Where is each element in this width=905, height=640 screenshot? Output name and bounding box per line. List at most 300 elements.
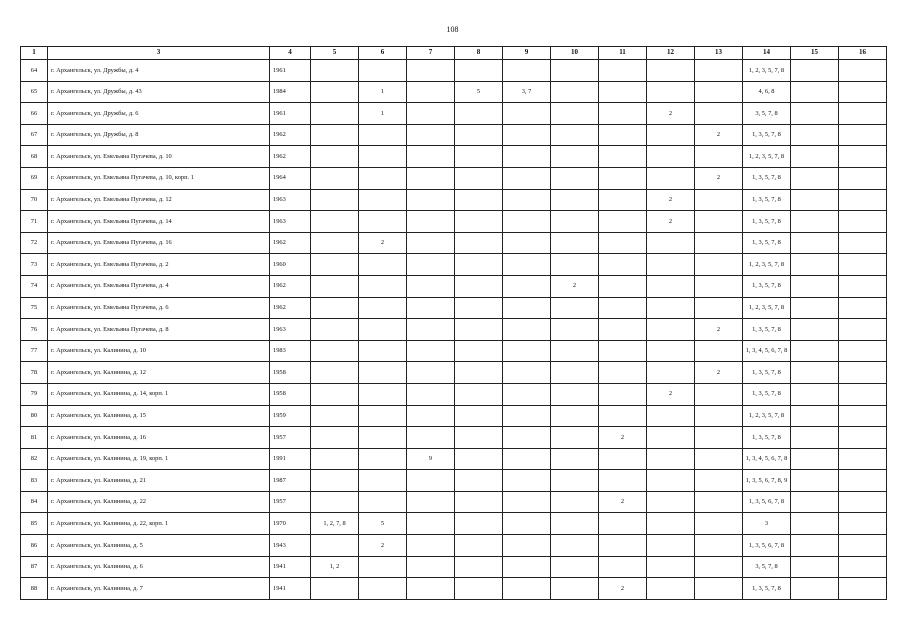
- address-cell: г. Архангельск, ул. Калинина, д. 19, корп. 1: [48, 448, 270, 470]
- table-cell: [647, 405, 695, 427]
- table-cell: [551, 491, 599, 513]
- table-cell: [503, 211, 551, 233]
- table-cell: [407, 189, 455, 211]
- table-cell: [407, 254, 455, 276]
- table-cell: [311, 297, 359, 319]
- row-number-cell: 78: [21, 362, 48, 384]
- table-cell: [647, 319, 695, 341]
- table-cell: [455, 470, 503, 492]
- table-cell: [311, 275, 359, 297]
- table-row: [21, 146, 887, 168]
- year-cell: 1941: [270, 578, 311, 600]
- table-cell: [791, 513, 839, 535]
- table-cell: [311, 232, 359, 254]
- table-cell: [359, 578, 407, 600]
- row-number-cell: 73: [21, 254, 48, 276]
- row-number-cell: 81: [21, 427, 48, 449]
- table-cell: 1, 3, 5, 6, 7, 8: [743, 491, 791, 513]
- table-cell: [791, 448, 839, 470]
- table-cell: [455, 146, 503, 168]
- table-cell: 1, 3, 5, 7, 8: [743, 427, 791, 449]
- table-cell: [839, 81, 887, 103]
- table-cell: [407, 297, 455, 319]
- table-cell: [791, 254, 839, 276]
- row-number-cell: 67: [21, 124, 48, 146]
- table-cell: [695, 513, 743, 535]
- table-cell: [503, 383, 551, 405]
- table-cell: [359, 319, 407, 341]
- table-cell: [311, 405, 359, 427]
- table-cell: [503, 189, 551, 211]
- year-cell: 1964: [270, 167, 311, 189]
- table-cell: [791, 167, 839, 189]
- table-cell: [311, 470, 359, 492]
- row-number-cell: 83: [21, 470, 48, 492]
- table-cell: [311, 167, 359, 189]
- table-cell: [551, 383, 599, 405]
- address-cell: г. Архангельск, ул. Калинина, д. 22, корп. 1: [48, 513, 270, 535]
- table-cell: [695, 60, 743, 82]
- table-cell: 3: [743, 513, 791, 535]
- year-cell: 1961: [270, 103, 311, 125]
- table-cell: [407, 60, 455, 82]
- row-number-cell: 74: [21, 275, 48, 297]
- table-cell: [503, 60, 551, 82]
- table-cell: 3, 5, 7, 8: [743, 556, 791, 578]
- table-cell: [359, 297, 407, 319]
- table-cell: [503, 340, 551, 362]
- table-cell: 4, 6, 8: [743, 81, 791, 103]
- table-cell: [311, 448, 359, 470]
- table-cell: [599, 297, 647, 319]
- table-cell: [791, 60, 839, 82]
- table-cell: [311, 146, 359, 168]
- column-header: 16: [839, 47, 887, 60]
- table-cell: [839, 448, 887, 470]
- table-cell: 1, 3, 5, 7, 8: [743, 189, 791, 211]
- table-cell: [407, 167, 455, 189]
- table-cell: [647, 124, 695, 146]
- table-cell: [839, 427, 887, 449]
- table-cell: [647, 535, 695, 557]
- row-number-cell: 65: [21, 81, 48, 103]
- table-cell: [503, 578, 551, 600]
- table-cell: [791, 146, 839, 168]
- address-cell: г. Архангельск, ул. Емельяна Пугачева, д. 16: [48, 232, 270, 254]
- column-header: 11: [599, 47, 647, 60]
- table-cell: [551, 362, 599, 384]
- table-row: [21, 448, 887, 470]
- table-row: [21, 427, 887, 449]
- row-number-cell: 66: [21, 103, 48, 125]
- table-cell: 1, 3, 5, 7, 8: [743, 362, 791, 384]
- table-cell: 1, 3, 4, 5, 6, 7, 8: [743, 448, 791, 470]
- year-cell: 1957: [270, 427, 311, 449]
- table-cell: [551, 448, 599, 470]
- table-cell: [311, 103, 359, 125]
- address-cell: г. Архангельск, ул. Дружбы, д. 6: [48, 103, 270, 125]
- table-cell: [791, 124, 839, 146]
- table-cell: [503, 275, 551, 297]
- address-cell: г. Архангельск, ул. Калинина, д. 22: [48, 491, 270, 513]
- year-cell: 1957: [270, 491, 311, 513]
- table-cell: [311, 340, 359, 362]
- table-cell: [695, 556, 743, 578]
- table-cell: 1, 3, 5, 6, 7, 8, 9: [743, 470, 791, 492]
- table-row: [21, 340, 887, 362]
- table-cell: [791, 189, 839, 211]
- table-cell: [503, 232, 551, 254]
- table-cell: 2: [647, 211, 695, 233]
- row-number-cell: 85: [21, 513, 48, 535]
- table-cell: [647, 167, 695, 189]
- table-cell: [503, 103, 551, 125]
- table-cell: 1, 3, 5, 7, 8: [743, 319, 791, 341]
- table-cell: [599, 60, 647, 82]
- table-cell: 1, 3, 5, 7, 8: [743, 383, 791, 405]
- table-cell: [359, 211, 407, 233]
- table-cell: [359, 362, 407, 384]
- table-cell: [839, 470, 887, 492]
- table-cell: [455, 103, 503, 125]
- row-number-cell: 75: [21, 297, 48, 319]
- table-cell: [455, 189, 503, 211]
- table-cell: [359, 383, 407, 405]
- year-cell: 1959: [270, 405, 311, 427]
- table-cell: [455, 383, 503, 405]
- table-cell: [407, 362, 455, 384]
- table-cell: [599, 383, 647, 405]
- table-cell: [407, 103, 455, 125]
- year-cell: 1963: [270, 189, 311, 211]
- table-row: [21, 405, 887, 427]
- table-row: [21, 319, 887, 341]
- table-cell: [551, 60, 599, 82]
- table-cell: [311, 319, 359, 341]
- table-cell: [791, 491, 839, 513]
- table-cell: [503, 405, 551, 427]
- table-cell: [695, 427, 743, 449]
- table-cell: 3, 5, 7, 8: [743, 103, 791, 125]
- table-cell: [503, 470, 551, 492]
- table-cell: [311, 427, 359, 449]
- column-header: 4: [270, 47, 311, 60]
- table-cell: 2: [647, 189, 695, 211]
- table-cell: [839, 578, 887, 600]
- table-cell: [311, 60, 359, 82]
- table-cell: 3, 7: [503, 81, 551, 103]
- table-cell: [455, 427, 503, 449]
- table-cell: [599, 167, 647, 189]
- row-number-cell: 86: [21, 535, 48, 557]
- table-cell: [791, 340, 839, 362]
- table-cell: [839, 535, 887, 557]
- table-cell: [791, 383, 839, 405]
- year-cell: 1963: [270, 319, 311, 341]
- table-cell: [695, 448, 743, 470]
- table-cell: 1: [359, 81, 407, 103]
- column-header: 8: [455, 47, 503, 60]
- address-cell: г. Архангельск, ул. Калинина, д. 15: [48, 405, 270, 427]
- table-cell: [455, 513, 503, 535]
- table-cell: [647, 578, 695, 600]
- address-cell: г. Архангельск, ул. Калинина, д. 7: [48, 578, 270, 600]
- table-cell: [791, 232, 839, 254]
- table-cell: [599, 146, 647, 168]
- table-cell: [359, 491, 407, 513]
- year-cell: 1958: [270, 383, 311, 405]
- table-cell: [599, 405, 647, 427]
- address-cell: г. Архангельск, ул. Емельяна Пугачева, д. 14: [48, 211, 270, 233]
- table-cell: 1, 2, 3, 5, 7, 8: [743, 254, 791, 276]
- table-cell: [839, 297, 887, 319]
- table-cell: [311, 189, 359, 211]
- table-cell: [503, 362, 551, 384]
- table-cell: [503, 491, 551, 513]
- address-cell: г. Архангельск, ул. Калинина, д. 6: [48, 556, 270, 578]
- table-row: [21, 578, 887, 600]
- address-cell: г. Архангельск, ул. Калинина, д. 14, корп. 1: [48, 383, 270, 405]
- table-cell: [791, 81, 839, 103]
- table-cell: [599, 535, 647, 557]
- row-number-cell: 82: [21, 448, 48, 470]
- table-cell: [359, 124, 407, 146]
- table-cell: [407, 491, 455, 513]
- table-cell: [599, 275, 647, 297]
- table-row: [21, 513, 887, 535]
- table-cell: [359, 340, 407, 362]
- table-cell: [407, 275, 455, 297]
- column-header: 15: [791, 47, 839, 60]
- column-header: 13: [695, 47, 743, 60]
- table-cell: [551, 297, 599, 319]
- table-cell: [791, 103, 839, 125]
- table-cell: [599, 340, 647, 362]
- table-cell: [647, 254, 695, 276]
- table-cell: [839, 275, 887, 297]
- table-cell: 2: [695, 167, 743, 189]
- table-cell: [455, 362, 503, 384]
- table-cell: [455, 254, 503, 276]
- table-cell: [407, 124, 455, 146]
- table-cell: [455, 405, 503, 427]
- table-body: [21, 60, 887, 600]
- row-number-cell: 76: [21, 319, 48, 341]
- year-cell: 1970: [270, 513, 311, 535]
- table-cell: [695, 103, 743, 125]
- address-cell: г. Архангельск, ул. Емельяна Пугачева, д. 10, корп. 1: [48, 167, 270, 189]
- table-cell: [311, 578, 359, 600]
- address-cell: г. Архангельск, ул. Калинина, д. 16: [48, 427, 270, 449]
- column-header: 14: [743, 47, 791, 60]
- year-cell: 1958: [270, 362, 311, 384]
- table-cell: [407, 383, 455, 405]
- table-cell: [695, 535, 743, 557]
- table-cell: [647, 470, 695, 492]
- table-cell: [647, 362, 695, 384]
- table-cell: 1, 3, 5, 7, 8: [743, 578, 791, 600]
- address-cell: г. Архангельск, ул. Калинина, д. 5: [48, 535, 270, 557]
- address-cell: г. Архангельск, ул. Емельяна Пугачева, д. 10: [48, 146, 270, 168]
- table-cell: [791, 297, 839, 319]
- table-cell: [647, 513, 695, 535]
- table-row: [21, 211, 887, 233]
- year-cell: 1962: [270, 297, 311, 319]
- table-cell: [647, 146, 695, 168]
- column-header: 7: [407, 47, 455, 60]
- table-cell: [647, 340, 695, 362]
- year-cell: 1962: [270, 124, 311, 146]
- table-cell: 9: [407, 448, 455, 470]
- table-cell: [503, 535, 551, 557]
- table-cell: 1, 3, 5, 7, 8: [743, 167, 791, 189]
- year-cell: 1962: [270, 146, 311, 168]
- row-number-cell: 84: [21, 491, 48, 513]
- address-cell: г. Архангельск, ул. Емельяна Пугачева, д. 6: [48, 297, 270, 319]
- table-cell: [455, 319, 503, 341]
- column-header: 1: [21, 47, 48, 60]
- table-cell: [839, 491, 887, 513]
- column-header: 10: [551, 47, 599, 60]
- table-cell: [359, 60, 407, 82]
- table-cell: 2: [359, 232, 407, 254]
- table-cell: [647, 232, 695, 254]
- table-cell: [407, 211, 455, 233]
- table-cell: [503, 146, 551, 168]
- table-row: [21, 60, 887, 82]
- table-row: [21, 103, 887, 125]
- table-cell: 1, 2, 3, 5, 7, 8: [743, 60, 791, 82]
- table-cell: [839, 167, 887, 189]
- table-row: [21, 232, 887, 254]
- table-cell: [791, 578, 839, 600]
- table-cell: [599, 513, 647, 535]
- table-cell: [551, 103, 599, 125]
- table-cell: [599, 124, 647, 146]
- row-number-cell: 71: [21, 211, 48, 233]
- table-cell: [503, 167, 551, 189]
- table-cell: 2: [647, 383, 695, 405]
- row-number-cell: 68: [21, 146, 48, 168]
- year-cell: 1963: [270, 211, 311, 233]
- address-cell: г. Архангельск, ул. Калинина, д. 10: [48, 340, 270, 362]
- table-cell: [407, 427, 455, 449]
- table-cell: [695, 232, 743, 254]
- table-cell: [455, 448, 503, 470]
- table-cell: [455, 167, 503, 189]
- table-cell: [839, 254, 887, 276]
- table-row: [21, 362, 887, 384]
- row-number-cell: 69: [21, 167, 48, 189]
- column-header: 5: [311, 47, 359, 60]
- table-cell: [503, 427, 551, 449]
- table-cell: [407, 535, 455, 557]
- table-cell: [455, 340, 503, 362]
- table-row: [21, 81, 887, 103]
- address-cell: г. Архангельск, ул. Емельяна Пугачева, д. 8: [48, 319, 270, 341]
- table-row: [21, 491, 887, 513]
- table-cell: [647, 556, 695, 578]
- table-cell: [455, 60, 503, 82]
- table-cell: [455, 556, 503, 578]
- table-cell: [839, 319, 887, 341]
- table-cell: [503, 556, 551, 578]
- table-cell: [695, 405, 743, 427]
- table-cell: [407, 578, 455, 600]
- address-cell: г. Архангельск, ул. Емельяна Пугачева, д. 4: [48, 275, 270, 297]
- table-row: [21, 167, 887, 189]
- table-row: [21, 470, 887, 492]
- table-cell: 2: [695, 362, 743, 384]
- table-cell: 1, 2, 3, 5, 7, 8: [743, 146, 791, 168]
- table-cell: 2: [695, 124, 743, 146]
- table-cell: [311, 535, 359, 557]
- table-cell: [551, 124, 599, 146]
- table-cell: [791, 275, 839, 297]
- table-cell: [407, 405, 455, 427]
- table-cell: [359, 448, 407, 470]
- table-cell: [695, 578, 743, 600]
- table-cell: [551, 405, 599, 427]
- year-cell: 1983: [270, 340, 311, 362]
- table-cell: [839, 189, 887, 211]
- table-cell: [359, 275, 407, 297]
- table-row: [21, 189, 887, 211]
- address-cell: г. Архангельск, ул. Калинина, д. 12: [48, 362, 270, 384]
- table-cell: 5: [359, 513, 407, 535]
- table-cell: [839, 383, 887, 405]
- table-cell: [503, 297, 551, 319]
- table-cell: [359, 167, 407, 189]
- table-cell: [695, 383, 743, 405]
- table-cell: [791, 211, 839, 233]
- table-cell: [311, 383, 359, 405]
- table-cell: 1, 3, 5, 7, 8: [743, 232, 791, 254]
- row-number-cell: 87: [21, 556, 48, 578]
- table-cell: [839, 124, 887, 146]
- table-cell: [455, 535, 503, 557]
- row-number-cell: 88: [21, 578, 48, 600]
- table-cell: 5: [455, 81, 503, 103]
- table-cell: [551, 189, 599, 211]
- table-cell: [311, 81, 359, 103]
- table-cell: [599, 448, 647, 470]
- table-cell: [551, 211, 599, 233]
- row-number-cell: 70: [21, 189, 48, 211]
- table-cell: 2: [599, 427, 647, 449]
- table-cell: [407, 470, 455, 492]
- table-cell: 1, 2, 3, 5, 7, 8: [743, 405, 791, 427]
- column-header: 9: [503, 47, 551, 60]
- table-cell: [455, 491, 503, 513]
- table-cell: [695, 211, 743, 233]
- table-cell: [503, 319, 551, 341]
- address-cell: г. Архангельск, ул. Емельяна Пугачева, д. 2: [48, 254, 270, 276]
- table-row: [21, 297, 887, 319]
- table-cell: [407, 232, 455, 254]
- table-cell: [647, 60, 695, 82]
- table-cell: [455, 211, 503, 233]
- address-cell: г. Архангельск, ул. Дружбы, д. 4: [48, 60, 270, 82]
- table-cell: [647, 491, 695, 513]
- table-cell: [551, 513, 599, 535]
- year-cell: 1984: [270, 81, 311, 103]
- table-cell: [599, 319, 647, 341]
- table-cell: [599, 103, 647, 125]
- table-cell: [599, 254, 647, 276]
- table-cell: [791, 427, 839, 449]
- table-cell: [695, 297, 743, 319]
